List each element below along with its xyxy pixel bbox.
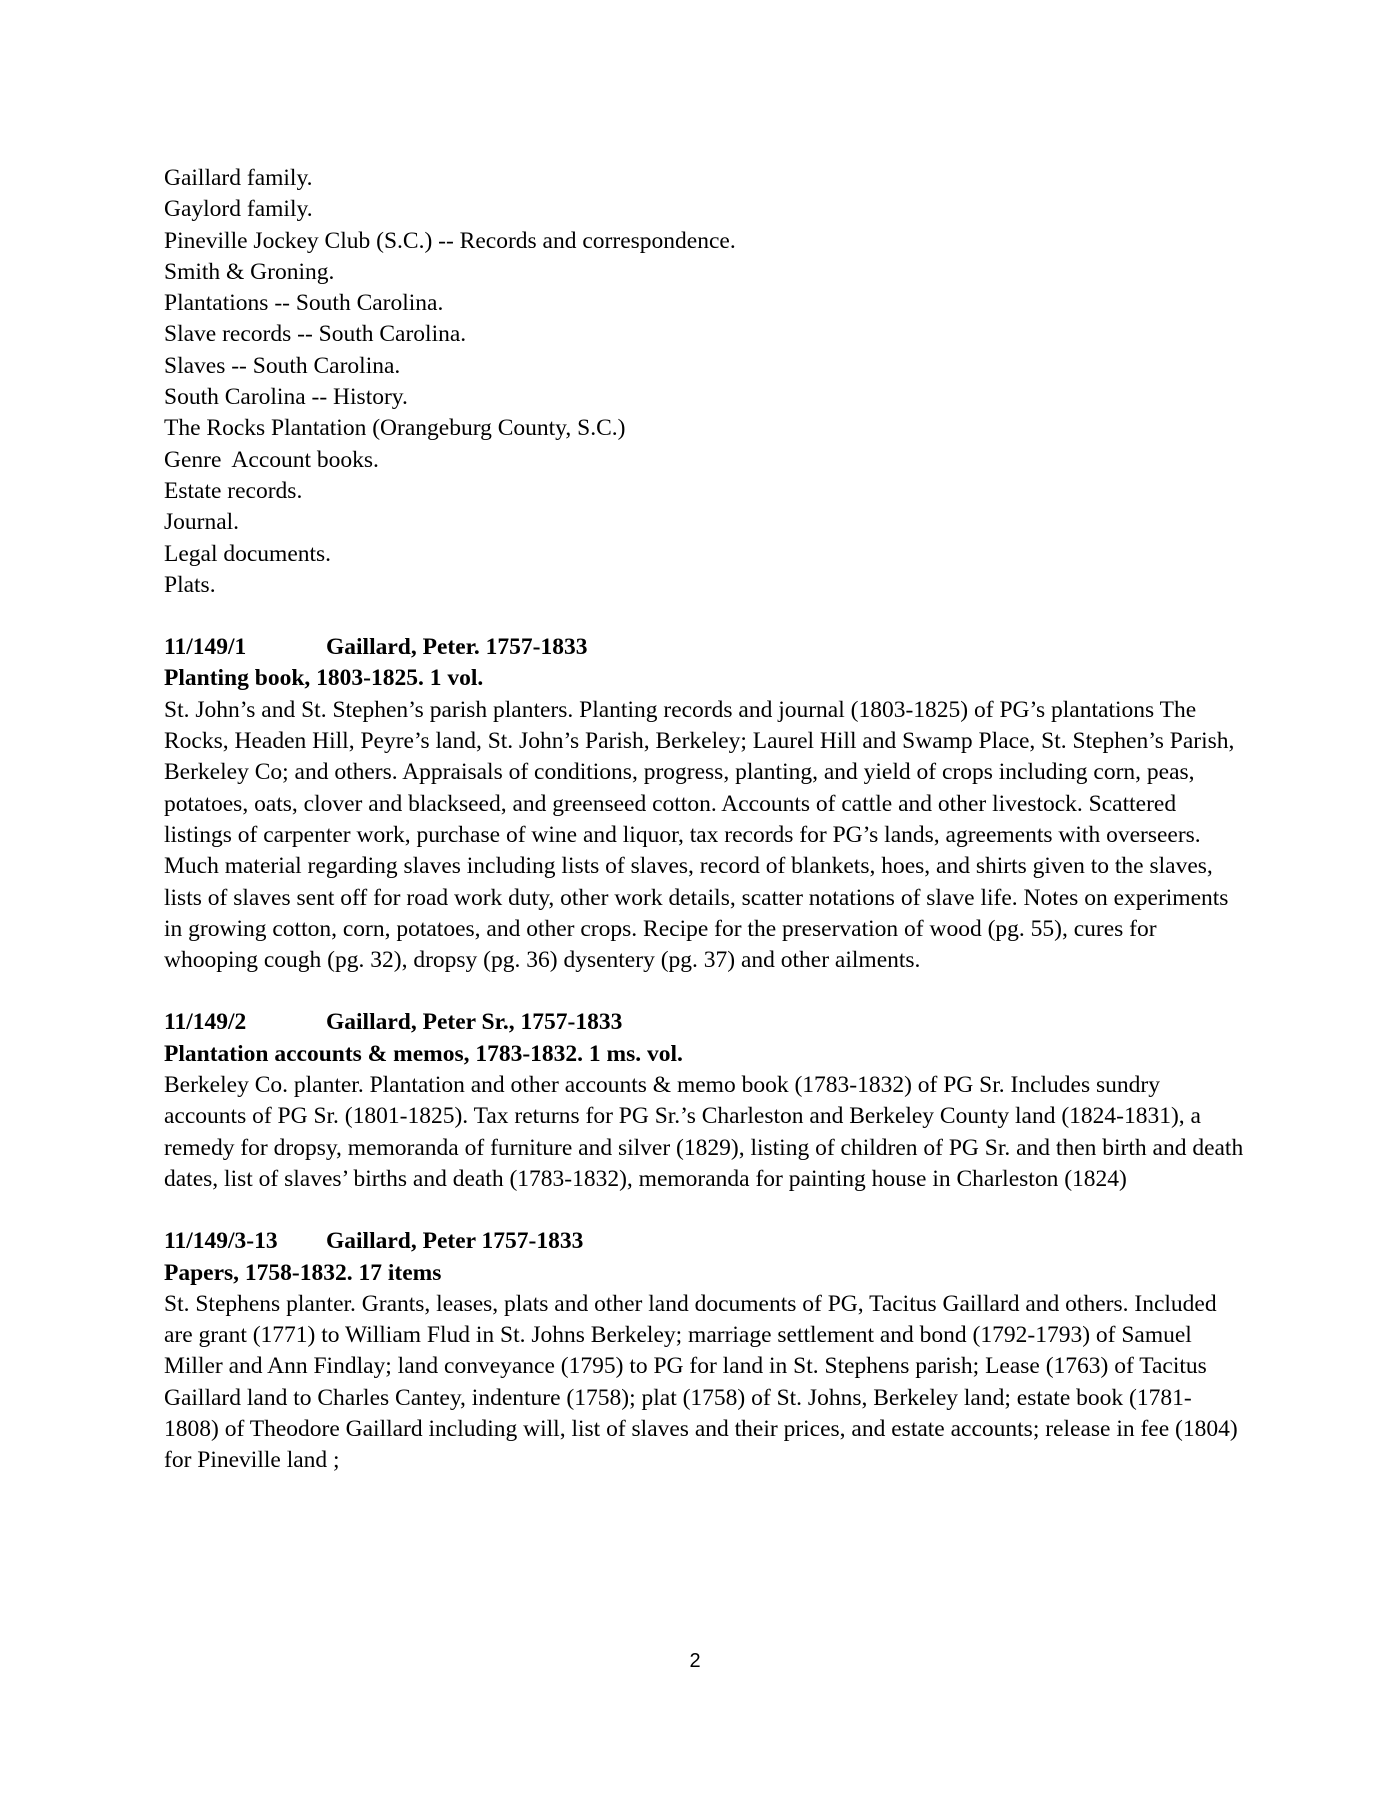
genre-term: Account books.: [231, 446, 379, 473]
subject-list: [164, 163, 1244, 601]
genre-term: Estate records.: [164, 477, 303, 504]
entry-subtitle: Plantation accounts & memos, 1783-1832. 1 ms. vol.: [164, 1040, 683, 1067]
subject-heading: South Carolina -- History.: [164, 384, 408, 411]
page-content: [164, 163, 1244, 1477]
entry-heading: [164, 1226, 1244, 1257]
catalog-entry: [164, 1226, 1244, 1476]
entry-description: St. Stephens planter. Grants, leases, plats and other land documents of PG, Tacitus Gaillard and others. Included are grant (1771) to William Flud in St. Johns Berkeley; marriage settlement and bond (1792-1793) of Samuel Miller and Ann Findlay; land conveyance (1795) to PG for land in St. Stephens parish; Lease (1763) of Tacitus Gaillard land to Charles Cantey, indenture (1758); plat (1758) of St. Johns, Berkeley land; estate book (1781-1808) of Theodore Gaillard including will, list of slaves and their prices, and estate accounts; release in fee (1804) for Pineville land ;: [164, 1290, 1238, 1474]
subject-heading: Gaillard family.: [164, 165, 313, 191]
genre-term: Plats.: [164, 571, 216, 598]
subject-heading: The Rocks Plantation (Orangeburg County, S.C.): [164, 415, 626, 442]
entry-number: 11/149/2: [164, 1009, 247, 1036]
entry-heading: [164, 1007, 1244, 1038]
genre-term: Journal.: [164, 509, 240, 536]
subject-heading: Gaylord family.: [164, 196, 313, 223]
entry-description: St. John’s and St. Stephen’s parish planters. Planting records and journal (1803-1825) of PG’s plantations The Rocks, Headen Hill, Peyre’s land, St. John’s Parish, Berkeley; Laurel Hill and Swamp Place, St. Stephen’s Parish, Berkeley Co; and others. Appraisals of conditions, progress, planting, and yield of crops including corn, peas, potatoes, oats, clover and blackseed, and greenseed cotton. Accounts of cattle and other livestock. Scattered listings of carpenter work, purchase of wine and liquor, tax records for PG’s lands, agreements with overseers. Much material regarding slaves including lists of slaves, record of blankets, hoes, and shirts given to the slaves, lists of slaves sent off for road work duty, other work details, scatter notations of slave life. Notes on experiments in growing cotton, corn, potatoes, and other crops. Recipe for the preservation of wood (pg. 55), cures for whooping cough (pg. 32), dropsy (pg. 36) dysentery (pg. 37) and other ailments.: [164, 696, 1235, 974]
catalog-entry: [164, 632, 1244, 976]
entry-description: Berkeley Co. planter. Plantation and other accounts & memo book (1783-1832) of PG Sr. Includes sundry accounts of PG Sr. (1801-1825). Tax returns for PG Sr.’s Charleston and Berkeley County land (1824-1831), a remedy for dropsy, memoranda of furniture and silver (1829), listing of children of PG Sr. and then birth and death dates, list of slaves’ births and death (1783-1832), memoranda for painting house in Charleston (1824): [164, 1072, 1244, 1192]
entry-heading: [164, 632, 1244, 663]
page-number: 2: [689, 1650, 701, 1672]
entry-number: 11/149/3-13: [164, 1228, 278, 1255]
subject-heading: Smith & Groning.: [164, 258, 335, 285]
entry-subtitle: Papers, 1758-1832. 17 items: [164, 1259, 442, 1286]
entry-name: Gaillard, Peter 1757-1833: [326, 1228, 584, 1255]
subject-heading: Pineville Jockey Club (S.C.) -- Records and correspondence.: [164, 227, 736, 254]
entry-subtitle: Planting book, 1803-1825. 1 vol.: [164, 665, 484, 692]
catalog-entry: [164, 1007, 1244, 1195]
subject-heading: Slaves -- South Carolina.: [164, 352, 401, 379]
entry-number: 11/149/1: [164, 634, 247, 661]
genre-label: Genre: [164, 446, 222, 473]
genre-line: [164, 445, 1244, 476]
genre-term: Legal documents.: [164, 540, 332, 567]
subject-heading: Plantations -- South Carolina.: [164, 290, 444, 317]
entry-name: Gaillard, Peter Sr., 1757-1833: [326, 1009, 623, 1036]
entry-name: Gaillard, Peter. 1757-1833: [326, 634, 588, 661]
subject-heading: Slave records -- South Carolina.: [164, 321, 467, 348]
